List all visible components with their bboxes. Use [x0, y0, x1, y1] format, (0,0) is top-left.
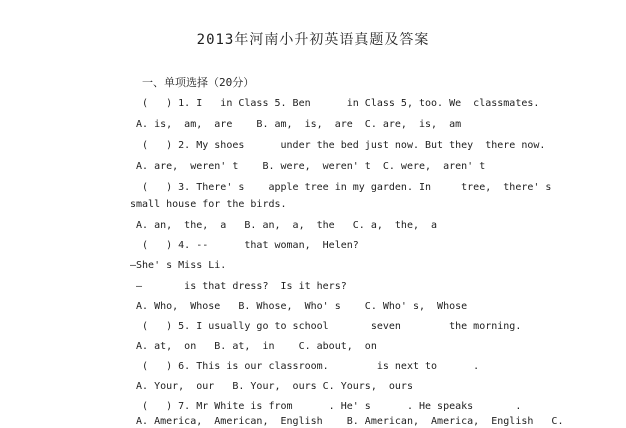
options-6-line: A. Your, our B. Your, ours C. Yours, ours: [130, 381, 413, 392]
question-4-answer-line: —She' s Miss Li.: [130, 260, 227, 271]
question-7-line: ( ) 7. Mr White is from . He' s . He speaks .: [130, 401, 522, 412]
question-3-line: ( ) 3. There' s apple tree in my garden. In tree, there' s: [130, 182, 552, 193]
question-2-line: ( ) 2. My shoes under the bed just now. But they there now.: [130, 140, 546, 151]
doc-title: 2013年河南小升初英语真题及答案: [196, 32, 430, 48]
options-2-line: A. are, weren' t B. were, weren' t C. were, aren' t: [130, 161, 486, 172]
question-3-wrap-line: small house for the birds.: [130, 199, 287, 210]
section-heading: 一、单项选择（20分）: [142, 76, 255, 89]
question-6-line: ( ) 6. This is our classroom. is next to .: [130, 361, 480, 372]
question-5-line: ( ) 5. I usually go to school seven the morning.: [130, 321, 522, 332]
options-3-line: A. an, the, a B. an, a, the C. a, the, a: [130, 220, 438, 231]
options-4-line: A. Who, Whose B. Whose, Who' s C. Who' s, Whose: [130, 301, 468, 312]
options-1-line: A. is, am, are B. am, is, are C. are, is, am: [130, 119, 462, 130]
options-5-line: A. at, on B. at, in C. about, on: [130, 341, 377, 352]
options-7-line-cutoff: A. America, American, English B. American, America, English C.: [130, 416, 564, 427]
question-4-line: ( ) 4. -- that woman, Helen?: [130, 240, 359, 251]
question-4-followup-line: — is that dress? Is it hers?: [130, 281, 347, 292]
question-1-line: ( ) 1. I in Class 5. Ben in Class 5, too. We classmates.: [130, 98, 540, 109]
